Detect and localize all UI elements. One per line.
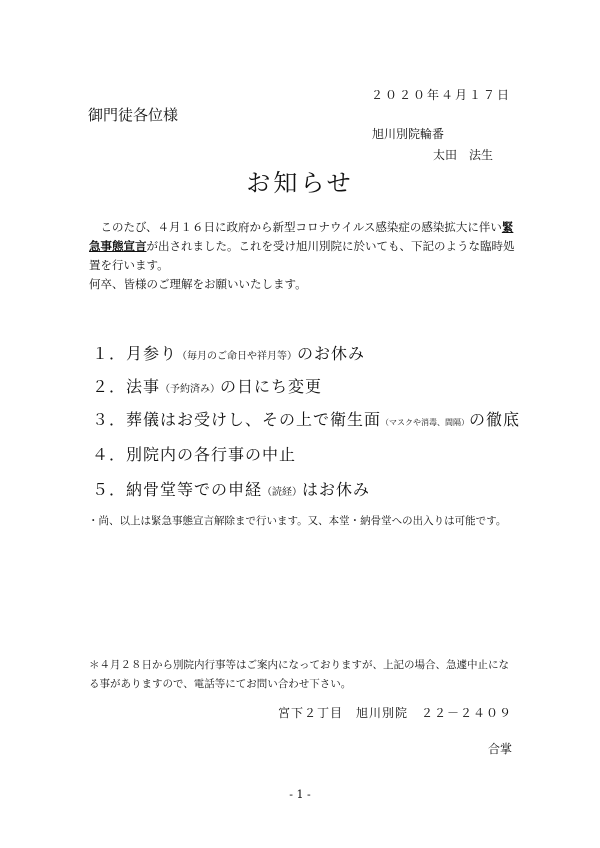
intro-paragraph xyxy=(89,218,517,294)
emphasis-text: 緊急事態宣言 xyxy=(89,220,514,253)
footnote-line-1: ＊４月２８日から別院内行事等はご案内になっておりますが、上記の場合、急遽中止にな xyxy=(89,659,509,671)
intro-after: が出されました。これを受け旭川別院に於いても、下記のような臨時処置を行います。 xyxy=(89,239,515,272)
item-rest: の日にち変更 xyxy=(220,377,323,396)
item-main: ３．葬儀はお受けし、その上で衛生面 xyxy=(92,410,382,429)
intro-line-1 xyxy=(89,218,517,275)
item-main: ２．法事 xyxy=(92,377,161,396)
intro-line-2: 何卒、皆様のご理解をお願いいたします。 xyxy=(89,277,307,291)
notice-date: ２０２０年４月１７日 xyxy=(370,88,511,102)
sender-name: 太田 法生 xyxy=(433,148,494,162)
list-item xyxy=(92,374,322,397)
list-item xyxy=(92,341,365,364)
list-item xyxy=(92,442,296,465)
page-number: - 1 - xyxy=(289,788,311,801)
page-title: お知らせ xyxy=(246,169,354,197)
item-note: （毎月のご命日や祥月等） xyxy=(177,351,298,362)
item-rest: の徹底 xyxy=(469,410,521,429)
addressee: 御門徒各位様 xyxy=(88,106,179,124)
footnote-line-2: る事がありますので、電話等にてお問い合わせ下さい。 xyxy=(89,678,352,690)
additional-note: ・尚、以上は緊急事態宣言解除まで行います。又、本堂・納骨堂への出入りは可能です。 xyxy=(88,515,507,527)
item-main: ５．納骨堂等での申経 xyxy=(92,480,263,499)
item-main: ４．別院内の各行事の中止 xyxy=(92,445,297,464)
contact-info: 宮下２丁目 旭川別院 ２２－２４０９ xyxy=(277,706,512,720)
list-item xyxy=(92,407,520,430)
item-rest: はお休み xyxy=(302,480,371,499)
item-note: （マスクや消毒、間隔） xyxy=(381,418,470,427)
footnote xyxy=(89,656,529,694)
closing-word: 合掌 xyxy=(487,742,512,756)
list-item xyxy=(92,477,370,500)
item-main: １．月参り xyxy=(92,344,178,363)
item-note: （読経） xyxy=(262,487,303,498)
item-note: （予約済み） xyxy=(160,384,221,395)
sender-title: 旭川別院輪番 xyxy=(372,127,445,141)
intro-before: このたび、４月１６日に政府から新型コロナウイルス感染症の感染拡大に伴い xyxy=(100,220,502,234)
item-rest: のお休み xyxy=(297,344,366,363)
